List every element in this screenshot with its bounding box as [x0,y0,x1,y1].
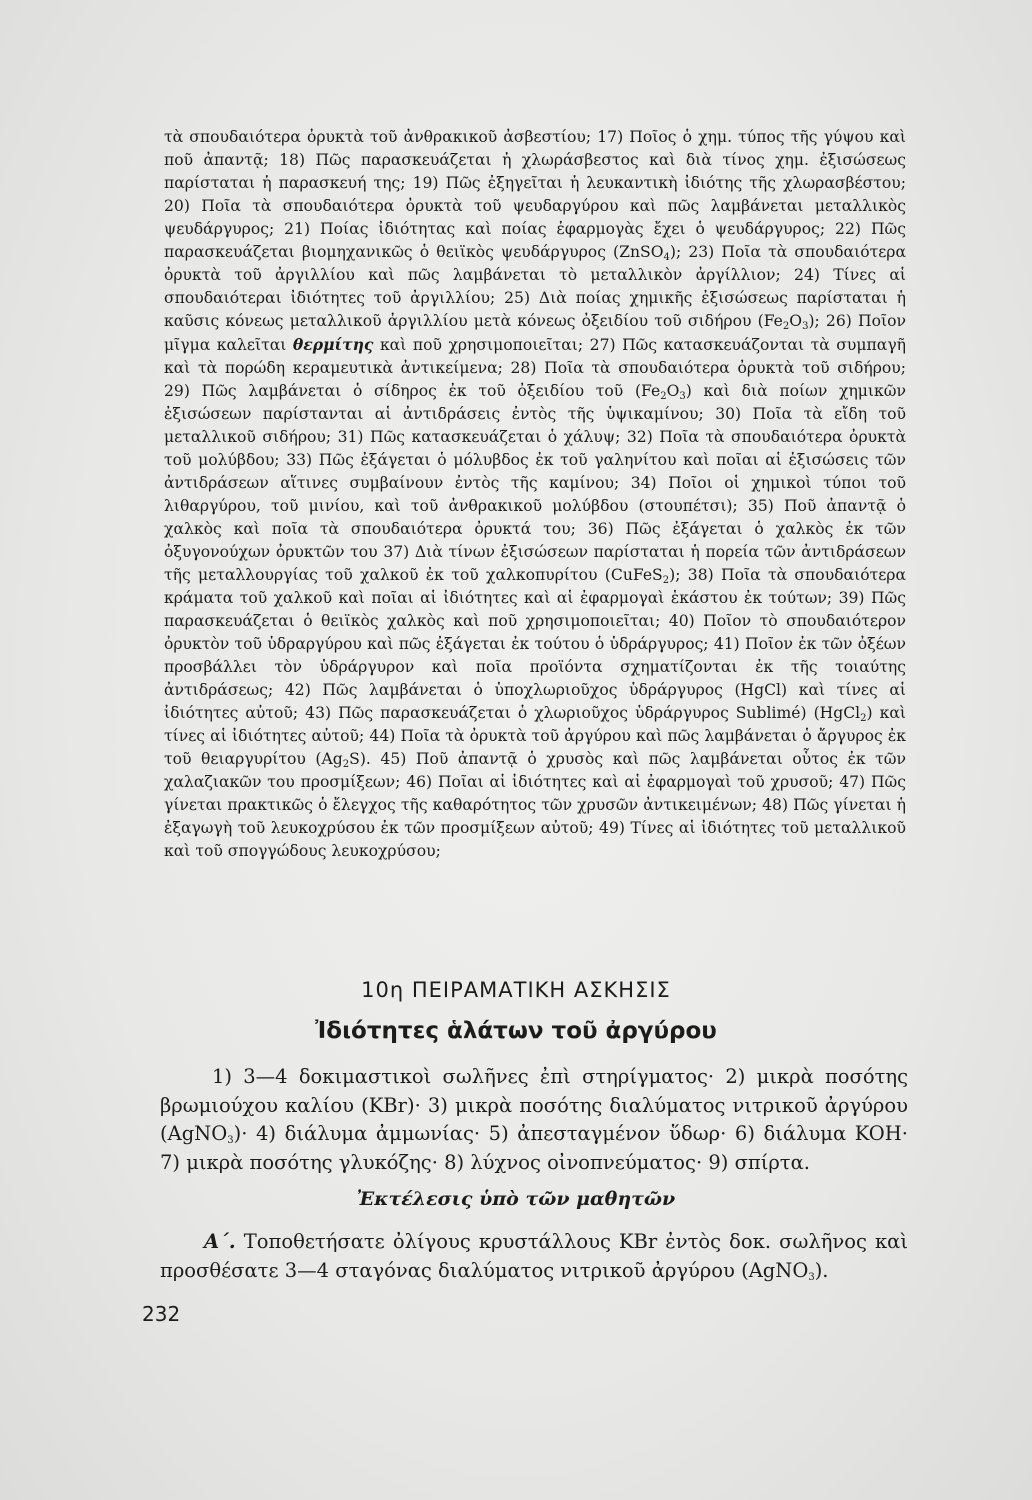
subscript: 3 [802,321,809,332]
italic-term: θερμίτης [292,335,374,354]
exercise-subtitle: Ἰδιότητες ἁλάτων τοῦ ἀργύρου [315,1018,717,1044]
text-run: O [666,382,680,400]
subscript: 3 [679,391,686,402]
subscript: 2 [662,575,670,586]
subscript: 2 [342,759,350,770]
text-run: ); 23) Ποῖα τὰ σπουδαιότερα ὀρυκτὰ τοῦ ἀργιλλίου καὶ πῶς λαμβάνεται τὸ μεταλλικὸν ἀργίλλιον; 24) Τίνες αἱ σπουδαιότεραι ἰδιότητες τοῦ ἀργιλλίου; 25) Διὰ ποίας χημικῆς ἐξισώσεως παρίσταται ἡ καῦσις κόνεως μεταλλικοῦ ἀργιλλίου μετὰ κόνεως ὀξειδίου τοῦ σιδήρου (Fe [164,243,906,330]
text-run: τὰ σπουδαιότερα ὀρυκτὰ τοῦ ἀνθρακικοῦ ἀσβεστίου; 17) Ποῖος ὁ χημ. τύπος τῆς γύψου καὶ ποῦ ἀπαντᾷ; 18) Πῶς παρασκευάζεται ἡ χλωράσβεστος καὶ διὰ τίνος χημ. ἐξισώσεως παρίσταται ἡ παρασκευή της; 19) Πῶς ἐξηγεῖται ἡ λευκαντικὴ ἰδιότης τῆς χλωρασβέστου; 20) Ποῖα τὰ σπουδαιότερα ὀρυκτὰ τοῦ ψευδαργύρου καὶ πῶς λαμβάνεται μεταλλικὸς ψευδάργυρος; 21) Ποίας ἰδιότητας καὶ ποίας ἐφαρμογὰς ἔχει ὁ ψευδάργυρος; 22) Πῶς παρασκευάζεται βιομηχανικῶς ὁ θειϊκὸς ψευδάργυρος (ZnSO [164,128,906,261]
text-run: καὶ ποῦ χρησιμοποιεῖται; 27) Πῶς κατασκευάζονται τὰ συμπαγῆ καὶ τὰ πορώδη κεραμευτικὰ ἀντικείμενα; 28) Ποῖα τὰ σπουδαιότερα ὀρυκτὰ τοῦ σιδήρου; 29) Πῶς λαμβάνεται ὁ σίδηρος ἐκ τοῦ ὀξειδίου τοῦ (Fe [164,336,906,400]
text-run: O [789,312,803,330]
step-a-paragraph [160,1228,908,1285]
exercise-title: 10η ΠΕΙΡΑΜΑΤΙΚΗ ΑΣΚΗΣΙΣ [361,978,671,1002]
text-run: 1) 3—4 δοκιμαστικοὶ σωλῆνες ἐπὶ στηρίγματος· 2) μικρὰ ποσότης βρωμιούχου καλίου (KBr)· 3) μικρὰ ποσότης διαλύματος νιτρικοῦ ἀργύρου (AgNO [160,1065,908,1145]
text-run: ). [814,1258,829,1282]
materials-list-paragraph [160,1063,908,1177]
page-number: 232 [142,1302,181,1326]
subscript: 2 [660,391,667,402]
step-letter: Α΄. [204,1230,236,1253]
execution-heading: Ἐκτέλεσις ὑπὸ τῶν μαθητῶν [356,1188,676,1210]
text-run: ); 38) Ποῖα τὰ σπουδαιότερα κράματα τοῦ χαλκοῦ καὶ ποῖαι αἱ ἰδιότητες καὶ αἱ ἐφαρμογαὶ ἑκάστου ἐκ τούτων; 39) Πῶς παρασκευάζεται ὁ θειϊκὸς χαλκὸς καὶ ποῦ χρησιμοποιεῖται; 40) Ποῖον τὸ σπουδαιότερον ὀρυκτὸν τοῦ ὑδραργύρου καὶ πῶς ἐξάγεται ἐκ τούτου ὁ ὑδράργυρος; 41) Ποῖον ἐκ τῶν ὀξέων προσβάλλει τὸν ὑδράργυρον καὶ ποῖα προϊόντα σχηματίζονται ἐκ τῆς τοιαύτης ἀντιδράσεως; 42) Πῶς λαμβάνεται ὁ ὑποχλωριοῦχος ὑδράργυρος (HgCl) καὶ τίνες αἱ ἰδιότητες αὐτοῦ; 43) Πῶς παρασκευάζεται ὁ χλωριοῦχος ὑδράργυρος Sublimé) (HgCl [164,566,906,722]
review-questions-paragraph [164,126,906,863]
subscript: 2 [782,321,790,332]
subscript: 4 [663,252,670,263]
text-run: ); 26) Ποῖον μῖγμα καλεῖται [164,312,906,354]
text-run: ) καὶ διὰ ποίων χημικῶν ἐξισώσεων παρίστανται αἱ ἀντιδράσεις ἐντὸς τῆς ὑψικαμίνου; 30) Ποῖα τὰ εἴδη τοῦ μεταλλικοῦ σιδήρου; 31) Πῶς κατασκευάζεται ὁ χάλυψ; 32) Ποῖα τὰ σπουδαιότερα ὀρυκτὰ τοῦ μολύβδου; 33) Πῶς ἐξάγεται ὁ μόλυβδος ἐκ τοῦ γαληνίτου καὶ ποῖαι αἱ ἐξισώσεις τῶν ἀντιδράσεων αἵτινες συμβαίνουν ἐντὸς τῆς καμίνου; 34) Ποῖοι οἱ χημικοὶ τύποι τοῦ λιθαργύρου, τοῦ μινίου, καὶ τοῦ ἀνθρακικοῦ μολύβδου (στουπέτσι); 35) Ποῦ ἀπαντᾷ ὁ χαλκὸς καὶ ποῖα τὰ σπουδαιότερα ὀρυκτά του; 36) Πῶς ἐξάγεται ὁ χαλκὸς ἐκ τῶν ὀξυγονούχων ὀρυκτῶν του 37) Διὰ τίνων ἐξισώσεων παρίσταται ἡ πορεία τῶν ἀντιδράσεων τῆς μεταλλουργίας τοῦ χαλκοῦ ἐκ τοῦ χαλκοπυρίτου (CuFeS [164,382,906,584]
text-run: ) καὶ τίνες αἱ ἰδιότητες αὐτοῦ; 44) Ποῖα τὰ ὀρυκτὰ τοῦ ἀργύρου καὶ πῶς λαμβάνεται ὁ ἄργυρος ἐκ τοῦ θειαργυρίτου (Ag [164,704,906,768]
subscript: 2 [860,713,867,724]
text-run: S). 45) Ποῦ ἀπαντᾷ ὁ χρυσὸς καὶ πῶς λαμβάνεται οὗτος ἐκ τῶν χαλαζιακῶν του προσμίξεων; 46) Ποῖαι αἱ ἰδιότητες καὶ αἱ ἐφαρμογαὶ τοῦ χρυσοῦ; 47) Πῶς γίνεται πρακτικῶς ὁ ἔλεγχος τῆς καθαρότητος τῶν χρυσῶν ἀντικειμένων; 48) Πῶς γίνεται ἡ ἐξαγωγὴ τοῦ λευκοχρύσου ἐκ τῶν προσμίξεων αὐτοῦ; 49) Τίνες αἱ ἰδιότητες τοῦ μεταλλικοῦ καὶ τοῦ σπογγώδους λευκοχρύσου; [164,750,906,860]
text-run: Τοποθετήσατε ὀλίγους κρυστάλλους KBr ἐντὸς δοκ. σωλῆνος καὶ προσθέσατε 3—4 σταγόνας διαλύματος νιτρικοῦ ἀργύρου (AgNO [160,1230,909,1282]
subscript: 3 [227,1135,234,1146]
text-run: )· 4) διάλυμα ἀμμωνίας· 5) ἀπεσταγμένον ὕδωρ· 6) διάλυμα KOH· 7) μικρὰ ποσότης γλυκόζης· 8) λύχνος οἰνοπνεύματος· 9) σπίρτα. [160,1122,908,1174]
subscript: 3 [808,1271,815,1283]
